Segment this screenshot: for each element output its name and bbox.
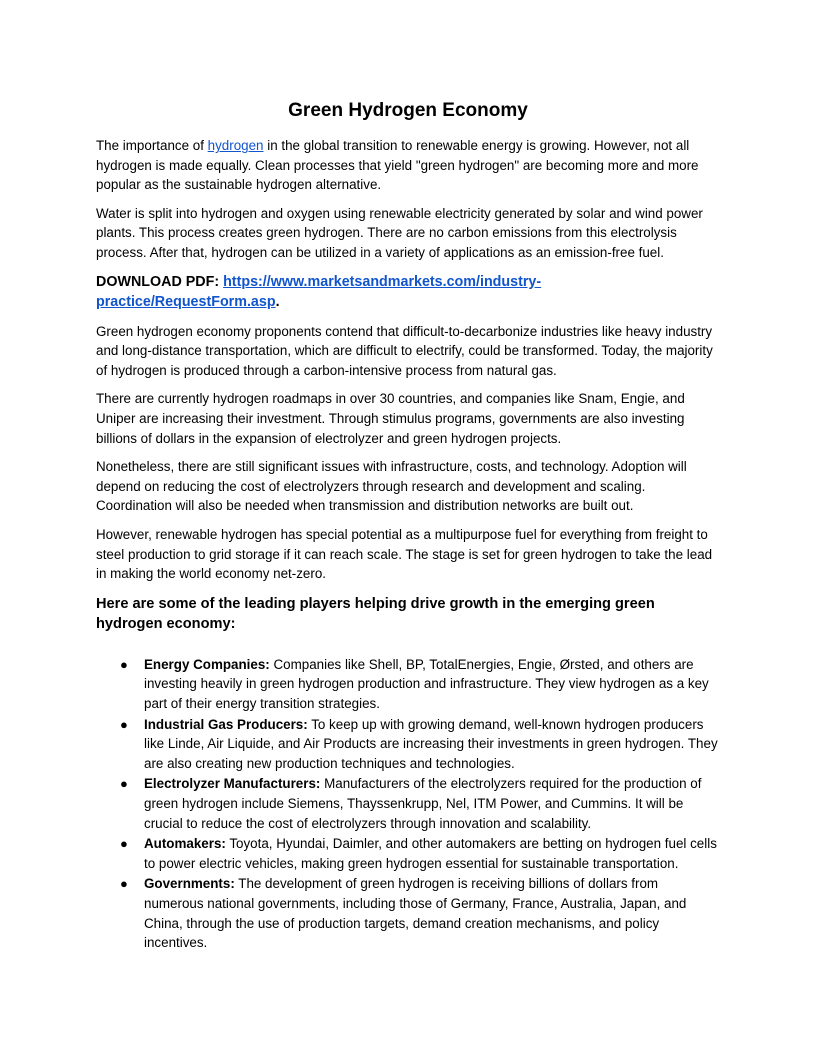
paragraph-proponents: Green hydrogen economy proponents contend that difficult-to-decarbonize industries like heavy industry and long-distance transportation, which are difficult to electrify, could be transformed. Today, the majority of hydrogen is produced through a carbon-intensive process from natural gas.: [96, 323, 713, 378]
list-item-text: Companies like Shell, BP, TotalEnergies, Engie, Ørsted, and others are investing heavily in green hydrogen production and infrastructure. They view hydrogen as a key part of their energy transition strategies.: [144, 656, 709, 712]
list-item-label: Energy Companies:: [144, 656, 270, 672]
intro-text-after: in the global transition to renewable energy is growing. However, not all hydrogen is made equally. Clean processes that yield "green hydrogen" are becoming more and more popular as the sustainable hydrogen alternative.: [96, 138, 699, 193]
hydrogen-link[interactable]: hydrogen: [207, 138, 264, 153]
page-title: Green Hydrogen Economy: [288, 100, 528, 121]
intro-paragraph: [96, 136, 720, 195]
list-item-label: Governments:: [144, 876, 235, 892]
list-item-text: The development of green hydrogen is receiving billions of dollars from numerous national governments, including those of Germany, France, Australia, Japan, and China, through the use of production targets, demand creation mechanisms, and policy incentives.: [144, 876, 687, 951]
list-item-label: Industrial Gas Producers:: [144, 716, 308, 732]
list-item: [120, 874, 720, 952]
download-pdf-link[interactable]: https://www.marketsandmarkets.com/industry-practice/RequestForm.asp: [96, 273, 542, 310]
list-item-label: Automakers:: [144, 836, 226, 852]
paragraph-issues: Nonetheless, there are still significant issues with infrastructure, costs, and technology. Adoption will depend on reducing the cost of electrolyzers through research and development and scaling. Coordination will also be needed when transmission and distribution networks are built out.: [96, 459, 687, 514]
download-pdf-line: [96, 272, 720, 312]
players-heading: Here are some of the leading players helping drive growth in the emerging green hydrogen economy:: [96, 595, 655, 633]
download-suffix: .: [275, 293, 280, 310]
list-item: [120, 655, 720, 714]
paragraph-roadmaps: There are currently hydrogen roadmaps in over 30 countries, and companies like Snam, Engie, and Uniper are increasing their investment. Through stimulus programs, governments are also investing billions of dollars in the expansion of electrolyzer and green hydrogen projects.: [96, 391, 685, 446]
intro-text-before: The importance of: [96, 138, 208, 153]
paragraph-potential: However, renewable hydrogen has special potential as a multipurpose fuel for everything from freight to steel production to grid storage if it can reach scale. The stage is set for green hydrogen to take the lead in making the world economy net-zero.: [96, 526, 713, 582]
bullet-icon: ●: [120, 776, 128, 792]
list-item: [120, 774, 720, 833]
list-item-label: Electrolyzer Manufacturers:: [144, 776, 321, 792]
bullet-icon: ●: [120, 656, 128, 672]
list-item: [120, 834, 720, 873]
list-item-text: Toyota, Hyundai, Daimler, and other automakers are betting on hydrogen fuel cells to power electric vehicles, making green hydrogen essential for sustainable transportation.: [144, 836, 717, 871]
list-item-text: Manufacturers of the electrolyzers required for the production of green hydrogen include Siemens, Thayssenkrupp, Nel, ITM Power, and Cummins. It will be crucial to reduce the cost of electrolyzers through innovation and scalability.: [144, 776, 702, 831]
download-label: DOWNLOAD PDF:: [96, 273, 224, 290]
bullet-icon: ●: [120, 876, 128, 892]
players-list: [96, 655, 720, 953]
bullet-icon: ●: [120, 836, 128, 852]
bullet-icon: ●: [120, 716, 128, 732]
list-item: [120, 715, 720, 774]
list-item-text: To keep up with growing demand, well-known hydrogen producers like Linde, Air Liquide, and Air Products are increasing their investments in green hydrogen. They are also creating new production techniques and technologies.: [144, 716, 718, 771]
paragraph-electrolysis: Water is split into hydrogen and oxygen using renewable electricity generated by solar and wind power plants. This process creates green hydrogen. There are no carbon emissions from this electrolysis process. After that, hydrogen can be utilized in a variety of applications as an emission-free fuel.: [96, 205, 703, 260]
